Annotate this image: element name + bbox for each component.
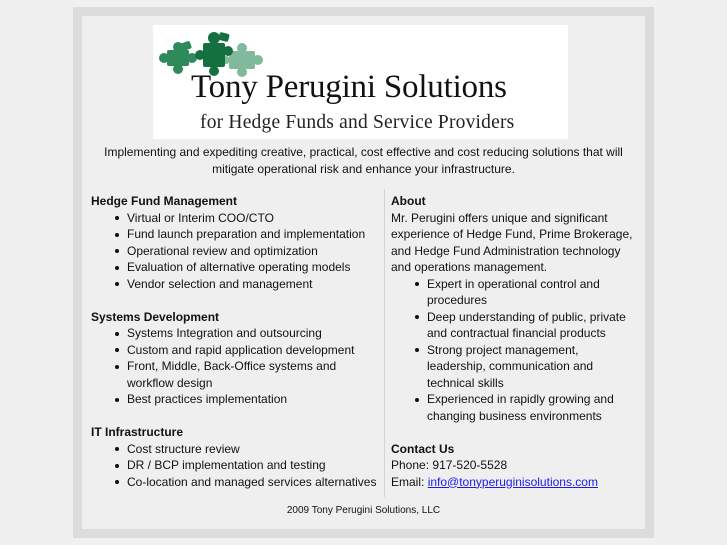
logo-subtitle: for Hedge Funds and Service Providers xyxy=(200,112,515,133)
section-title: About xyxy=(391,194,426,208)
list-item: Operational review and optimization xyxy=(127,243,381,260)
list-item: Vendor selection and management xyxy=(127,276,381,293)
section-systems-development xyxy=(91,309,381,408)
phone-number: 917-520-5528 xyxy=(432,458,508,472)
list-item: Experienced in rapidly growing and changing business environments xyxy=(427,391,627,424)
section-hedge-fund-management xyxy=(91,193,381,292)
section-contact xyxy=(391,441,641,491)
logo-banner xyxy=(153,25,568,139)
about-list xyxy=(391,276,641,425)
list-item: Evaluation of alternative operating models xyxy=(127,259,381,276)
list-item: Cost structure review xyxy=(127,441,381,458)
section-title: Contact Us xyxy=(391,441,455,456)
about-text: Mr. Perugini offers unique and significant experience of Hedge Fund, Prime Brokerage, and Hedge Fund Administration technology and operations management. xyxy=(391,210,633,274)
services-column xyxy=(91,193,381,490)
phone-line xyxy=(391,457,641,474)
logo-title: Tony Perugini Solutions xyxy=(191,69,507,105)
phone-label: Phone: xyxy=(391,458,430,472)
section-about xyxy=(391,193,641,424)
list-item: Systems Integration and outsourcing xyxy=(127,325,381,342)
list-item: Fund launch preparation and implementation xyxy=(127,226,381,243)
footer-copyright: 2009 Tony Perugini Solutions, LLC xyxy=(286,505,441,516)
services-list xyxy=(91,325,381,408)
section-it-infrastructure xyxy=(91,424,381,490)
email-line xyxy=(391,474,641,491)
tagline: Implementing and expediting creative, practical, cost effective and cost reducing solutions that will mitigate operational risk and enhance your infrastructure. xyxy=(104,145,623,176)
list-item: Virtual or Interim COO/CTO xyxy=(127,210,381,227)
list-item: DR / BCP implementation and testing xyxy=(127,457,381,474)
list-item: Custom and rapid application development xyxy=(127,342,381,359)
section-title: IT Infrastructure xyxy=(91,425,184,439)
section-title: Hedge Fund Management xyxy=(91,194,238,208)
list-item: Deep understanding of public, private and contractual financial products xyxy=(427,309,632,342)
email-link[interactable]: info@tonyperuginisolutions.com xyxy=(427,474,598,489)
page-container xyxy=(73,7,654,538)
about-column xyxy=(384,189,641,497)
list-item: Co-location and managed services alternatives xyxy=(127,474,381,491)
services-list xyxy=(91,210,381,293)
list-item: Front, Middle, Back-Office systems and workflow design xyxy=(127,358,352,391)
list-item: Best practices implementation xyxy=(127,391,381,408)
services-list xyxy=(91,441,381,491)
list-item: Strong project management, leadership, communication and technical skills xyxy=(427,342,607,392)
email-label: Email: xyxy=(391,474,425,489)
section-title: Systems Development xyxy=(91,309,220,324)
list-item: Expert in operational control and procedures xyxy=(427,276,622,309)
